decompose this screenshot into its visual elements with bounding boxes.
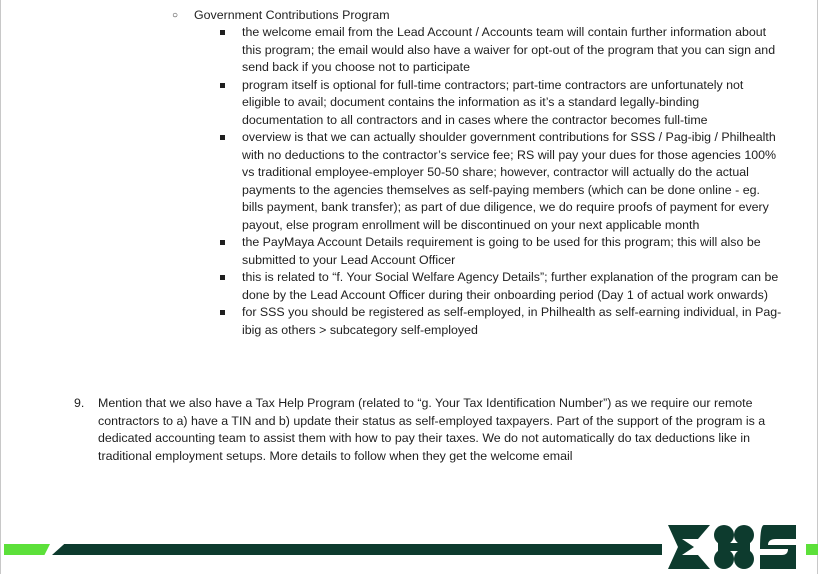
list-item-text: overview is that we can actually shoulder government contributions for SSS / Pag-ibig / Philhealth with no deductions to the contractor’s service fee; RS will pay your dues for those agencies 100% vs traditional employee-employer 50-50 share; however, contractor will actually do the actual payments to the agencies themselves as self-paying members (which can be done online - eg. bills payment, bank transfer); as part of due diligence, we do require proofs of payment for every payout, else program enrollment will be discontinued on your next applicable month [242,130,777,232]
square-bullet-icon [220,275,225,280]
square-bullet-icon [220,83,225,88]
page-footer [0,520,820,574]
square-bullet-icon [220,310,225,315]
list-item-text: program itself is optional for full-time contractors; part-time contractors are unfortunately not eligible to avail; document contains the information as it’s a standard legally-binding documentation to all contractors and in cases where the contractor becomes full-time [242,77,744,127]
section-heading [172,7,794,25]
numbered-item-9 [74,395,768,465]
list-item [242,234,782,269]
list-item [242,77,782,130]
bullet-list [242,24,782,339]
square-bullet-icon [220,30,225,35]
list-item [242,24,782,77]
square-bullet-icon [220,135,225,140]
list-item-text: this is related to “f. Your Social Welfare Agency Details”; further explanation of the program can be done by the Lead Account Officer during their onboarding period (Day 1 of actual work onwards) [242,270,779,302]
brand-logo-icon [668,525,798,569]
square-bullet-icon [220,240,225,245]
section-heading-text: Government Contributions Program [194,8,390,22]
brand-bar [52,544,662,555]
circle-bullet-icon: ○ [172,10,179,21]
list-item-text: the welcome email from the Lead Account / Accounts team will contain further information about this program; the email would also have a waiver for opt-out of the program that you can sign and send back if you choose not to participate [242,25,776,74]
item-text: Mention that we also have a Tax Help Program (related to “g. Your Tax Identification Number”) as we require our remote contractors to a) have a TIN and b) update their status as self-employed taxpayers. Part of the support of the program is a dedicated accounting team to assist them with how to pay their taxes. We do not automatically do tax deductions like in traditional employment setups. More details to follow when they get the welcome email [98,396,766,463]
accent-bar-left [4,544,50,555]
list-item [242,269,782,304]
accent-bar-right [806,544,818,555]
list-item-text: for SSS you should be registered as self-employed, in Philhealth as self-earning individual, in Pag-ibig as others > subcategory self-employed [242,305,782,337]
item-number: 9. [74,396,85,410]
list-item-text: the PayMaya Account Details requirement is going to be used for this program; this will also be submitted to your Lead Account Officer [242,235,761,267]
list-item [242,129,782,234]
list-item [242,304,782,339]
